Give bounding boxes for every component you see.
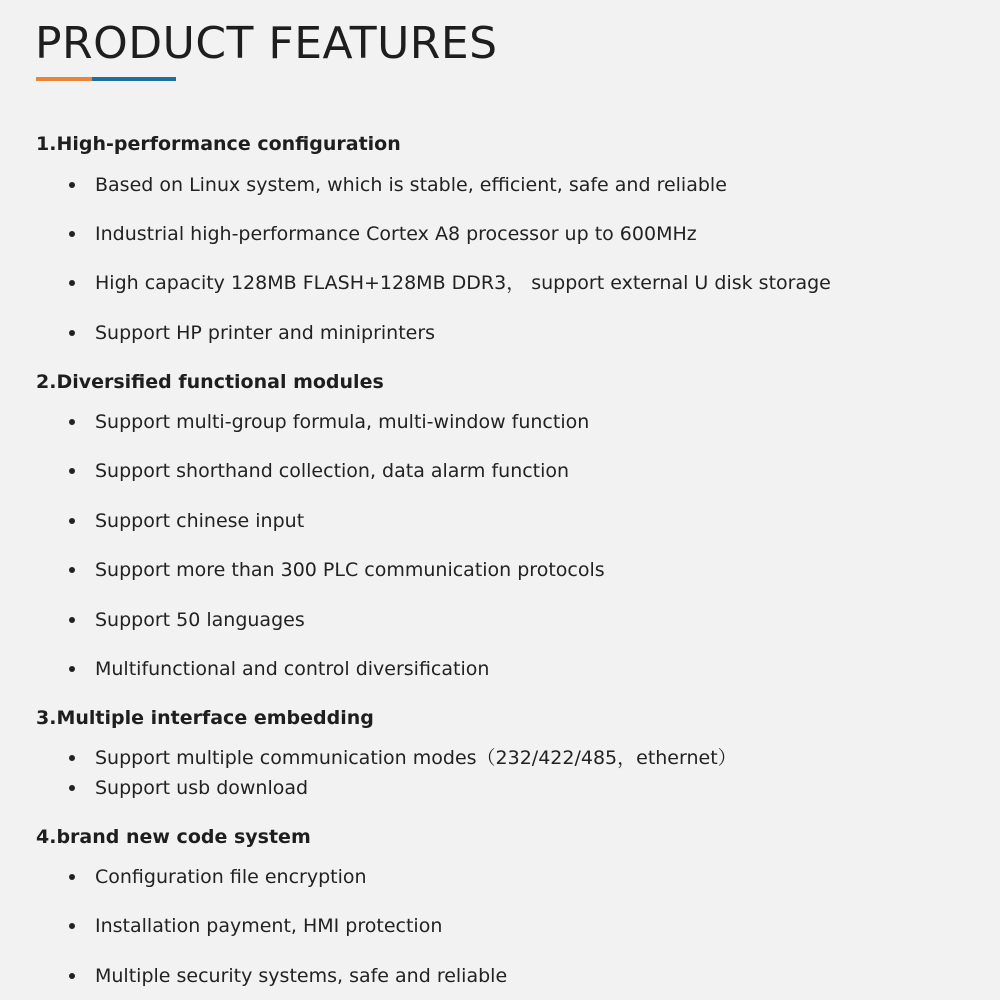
list-item-text: High capacity 128MB FLASH+128MB DDR3， support external U disk storage [95,272,831,294]
title-underline [36,77,176,81]
list-item-text: Industrial high-performance Cortex A8 processor up to 600MHz [95,223,697,245]
list-item-text: Support 50 languages [95,609,305,631]
list-item [66,271,831,295]
list-item [66,558,605,582]
list-item-text: Support more than 300 PLC communication protocols [95,559,605,581]
list-item-text: Support HP printer and miniprinters [95,322,436,344]
list-item [66,914,442,938]
bullet-icon [69,785,75,791]
list-item-text: Multiple security systems, safe and reliable [95,965,508,987]
section-heading-3: 3.Multiple interface embedding [36,707,374,729]
list-item [66,746,737,770]
list-item-text: Support multiple communication modes（232/422/485，ethernet） [95,747,737,769]
list-item-text: Configuration file encryption [95,866,367,888]
bullet-icon [69,755,75,761]
bullet-icon [69,231,75,237]
bullet-icon [69,874,75,880]
list-item [66,222,697,246]
page-title: PRODUCT FEATURES [35,18,498,69]
bullet-icon [69,518,75,524]
list-item [66,410,589,434]
bullet-icon [69,280,75,286]
section-heading-4: 4.brand new code system [36,826,311,848]
list-item [66,509,304,533]
bullet-icon [69,923,75,929]
list-item-text: Based on Linux system, which is stable, efficient, safe and reliable [95,174,727,196]
list-item [66,321,435,345]
list-item [66,964,507,988]
list-item-text: Support chinese input [95,510,305,532]
list-item [66,865,367,889]
bullet-icon [69,419,75,425]
section-heading-1: 1.High-performance configuration [36,133,401,155]
underline-orange-segment [36,77,92,81]
list-item [66,459,569,483]
list-item-text: Multifunctional and control diversification [95,658,490,680]
list-item-text: Installation payment, HMI protection [95,915,443,937]
bullet-icon [69,567,75,573]
bullet-icon [69,468,75,474]
section-heading-2: 2.Diversified functional modules [36,371,384,393]
bullet-icon [69,666,75,672]
list-item-text: Support multi-group formula, multi-window function [95,411,590,433]
list-item-text: Support usb download [95,777,309,799]
bullet-icon [69,617,75,623]
list-item [66,776,308,800]
underline-blue-segment [92,77,176,81]
list-item [66,608,305,632]
list-item [66,657,489,681]
list-item-text: Support shorthand collection, data alarm function [95,460,570,482]
bullet-icon [69,973,75,979]
list-item [66,173,727,197]
bullet-icon [69,330,75,336]
bullet-icon [69,182,75,188]
